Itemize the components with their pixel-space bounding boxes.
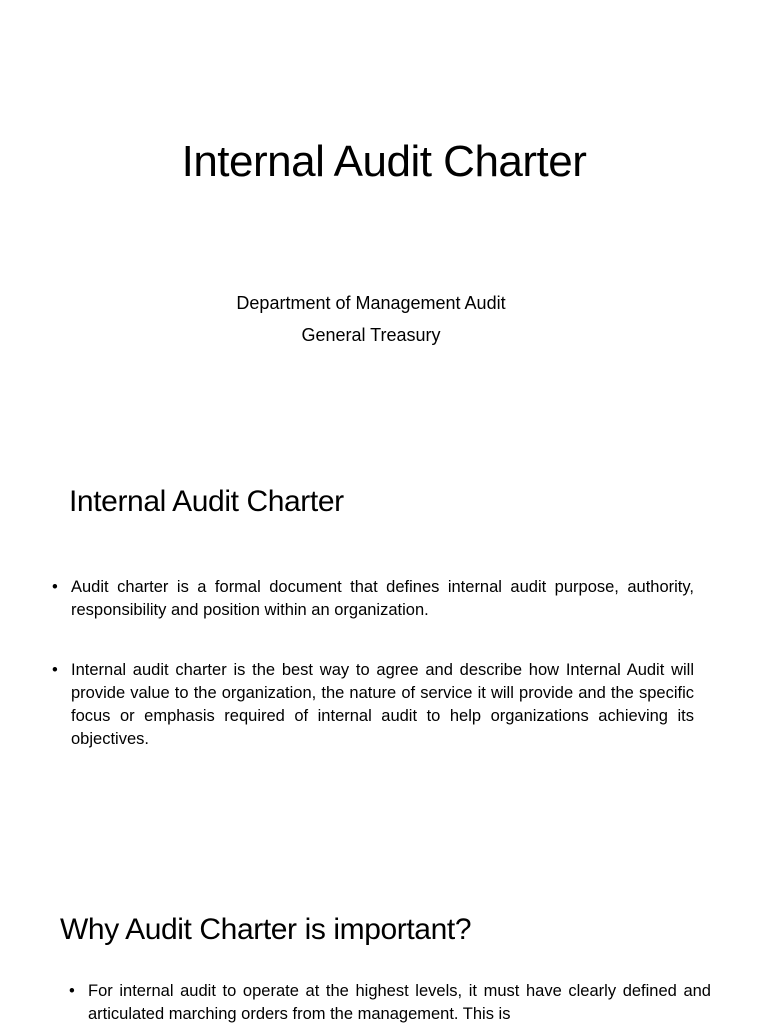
slide-heading: Why Audit Charter is important? <box>60 913 472 946</box>
list-item <box>52 576 694 622</box>
bullet-text: Audit charter is a formal document that defines internal audit purpose, authority, responsibility and position within an organization. <box>71 578 694 619</box>
bullet-icon: • <box>52 661 58 679</box>
bullet-text: Internal audit charter is the best way to agree and describe how Internal Audit will provide value to the organization, the nature of service it will provide and the specific focus or emphasis required of internal audit to help organizations achieving its objectives. <box>71 661 694 748</box>
bullet-list <box>69 980 711 1024</box>
bullet-list <box>52 576 694 788</box>
bullet-text: For internal audit to operate at the highest levels, it must have clearly defined and articulated marching orders from the management. This is <box>88 982 711 1023</box>
list-item <box>69 980 711 1024</box>
slide-heading: Internal Audit Charter <box>69 485 344 518</box>
list-item <box>52 659 694 751</box>
title-slide <box>0 0 768 432</box>
content-slide-importance <box>0 864 768 1024</box>
content-slide-audit-charter <box>0 432 768 864</box>
subtitle-department: Department of Management Audit <box>236 293 506 313</box>
bullet-icon: • <box>69 982 75 1000</box>
presentation-title: Internal Audit Charter <box>181 137 587 186</box>
subtitle-organization: General Treasury <box>301 325 441 345</box>
bullet-icon: • <box>52 578 58 596</box>
